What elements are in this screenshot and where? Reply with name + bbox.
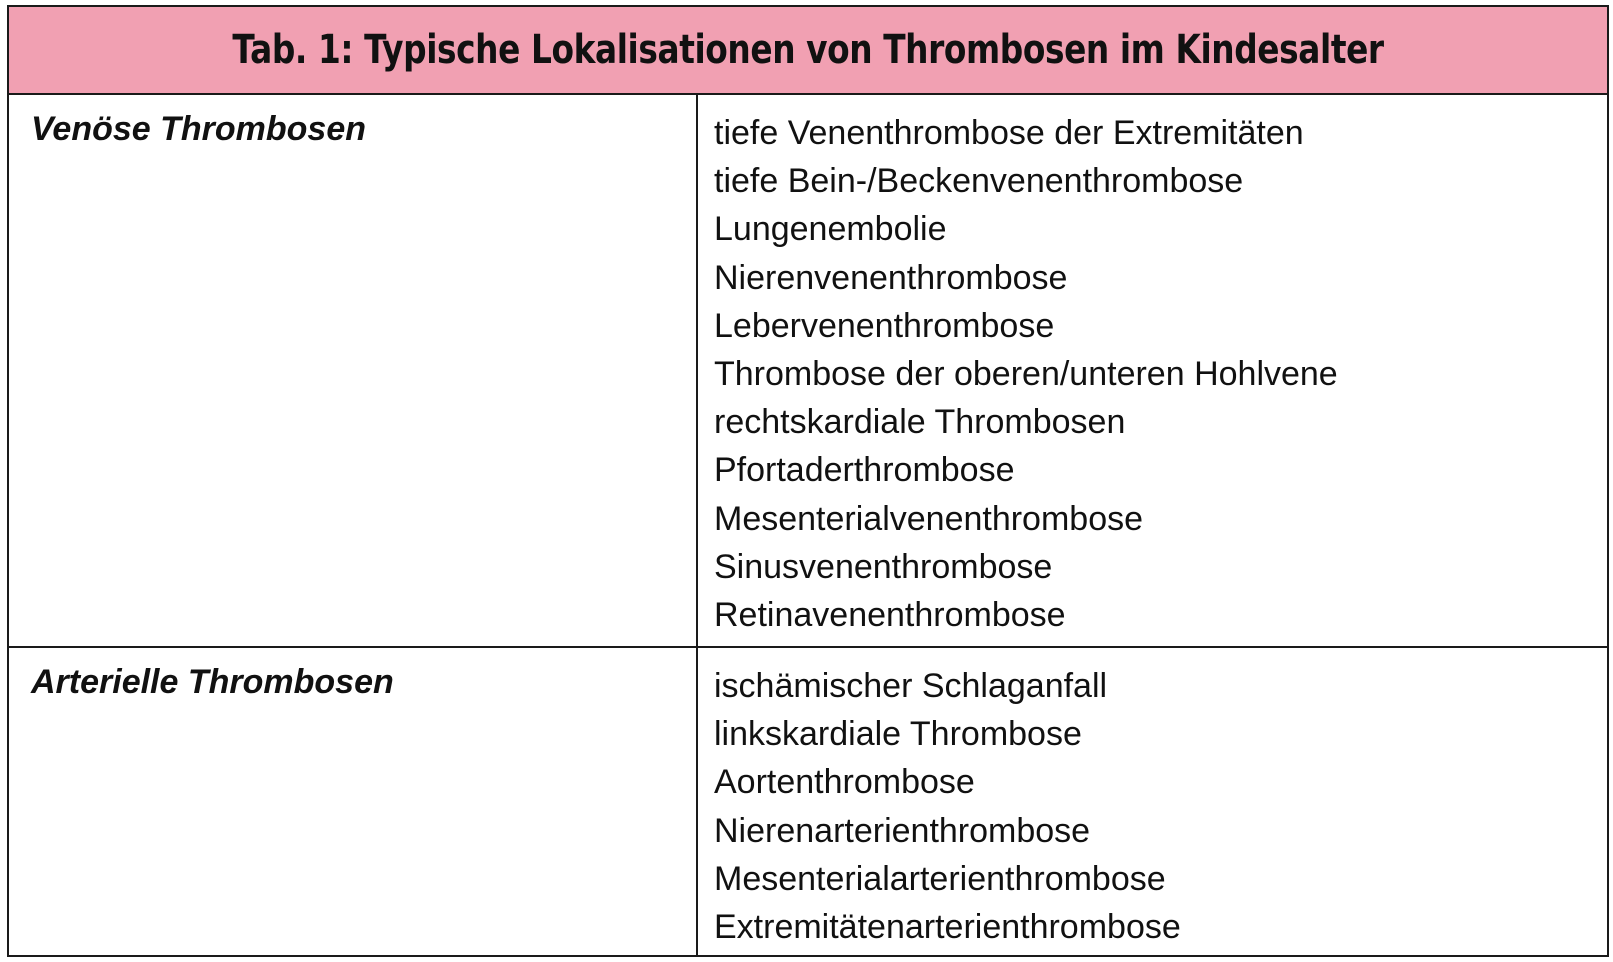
list-item: Lungenembolie bbox=[714, 210, 947, 249]
list-item: tiefe Bein-/Beckenvenenthrombose bbox=[714, 162, 1244, 201]
list-item: rechtskardiale Thrombosen bbox=[714, 403, 1126, 442]
list-item: Nierenvenenthrombose bbox=[714, 258, 1068, 297]
list-item: ischämischer Schlaganfall bbox=[714, 667, 1108, 705]
list-item: Aortenthrombose bbox=[714, 763, 975, 802]
arterial-items-list bbox=[714, 662, 1181, 951]
list-item: Retinavenenthrombose bbox=[714, 596, 1066, 635]
table-title: Tab. 1: Typische Lokalisationen von Thrombosen im Kindesalter bbox=[232, 27, 1384, 73]
table-row-arterial bbox=[9, 648, 1607, 955]
list-item: Lebervenenthrombose bbox=[714, 306, 1055, 345]
list-item: Extremitätenarterienthrombose bbox=[714, 908, 1181, 947]
venous-items-list bbox=[714, 109, 1338, 639]
list-item: Mesenterialarterienthrombose bbox=[714, 859, 1166, 898]
list-item: Mesenterialvenenthrombose bbox=[714, 499, 1144, 538]
list-item: linkskardiale Thrombose bbox=[714, 715, 1082, 754]
thrombosis-table bbox=[7, 5, 1609, 957]
list-item: Sinusvenenthrombose bbox=[714, 547, 1053, 586]
table-title-bar bbox=[9, 7, 1607, 95]
column-divider bbox=[696, 95, 698, 955]
list-item: Nierenarterienthrombose bbox=[714, 811, 1091, 850]
table-row-venous bbox=[9, 95, 1607, 648]
list-item: Thrombose der oberen/unteren Hohlvene bbox=[714, 355, 1338, 394]
list-item: tiefe Venenthrombose der Extremitäten bbox=[714, 114, 1304, 152]
category-venous: Venöse Thrombosen bbox=[31, 110, 367, 148]
list-item: Pfortaderthrombose bbox=[714, 451, 1015, 490]
category-arterial: Arterielle Thrombosen bbox=[31, 663, 394, 701]
